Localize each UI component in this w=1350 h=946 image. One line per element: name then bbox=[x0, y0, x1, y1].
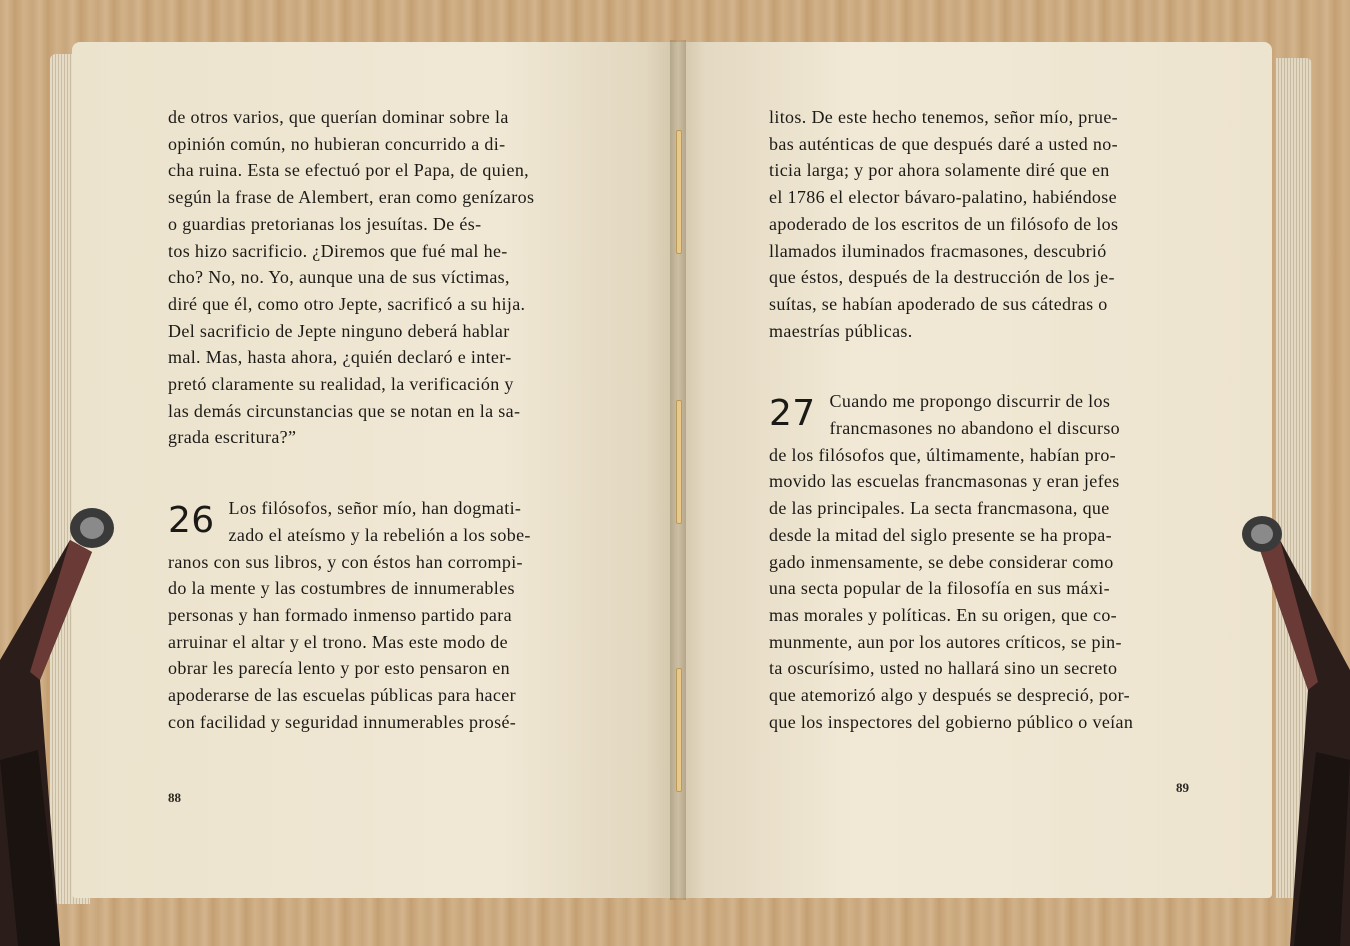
binding-stitch bbox=[676, 400, 682, 524]
text-line: personas y han formado inmenso partido para bbox=[168, 604, 512, 625]
text-line: movido las escuelas francmasonas y eran jefes bbox=[769, 471, 1120, 492]
text-line: do la mente y las costumbres de innumerables bbox=[168, 578, 515, 599]
text-line: francmasones no abandono el discurso bbox=[829, 418, 1121, 439]
text-line: de otros varios, que querían dominar sobre la bbox=[168, 107, 509, 127]
text-line: que atemorizó algo y después se despreció, por- bbox=[769, 685, 1130, 706]
text-line: de las principales. La secta francmasona, que bbox=[769, 498, 1110, 519]
text-line: apoderarse de las escuelas públicas para hacer bbox=[168, 685, 516, 706]
text-line: litos. De este hecho tenemos, señor mío, prue- bbox=[769, 107, 1119, 127]
open-book bbox=[50, 32, 1312, 912]
text-line: zado el ateísmo y la rebelión a los sobe- bbox=[228, 524, 531, 545]
text-line: opinión común, no hubieran concurrido a di- bbox=[168, 133, 506, 154]
text-line: con facilidad y seguridad innumerables prosé- bbox=[168, 711, 517, 732]
page-number-left: 88 bbox=[168, 790, 181, 805]
text-line: diré que él, como otro Jepte, sacrificó a su hija. bbox=[168, 293, 526, 314]
text-line: que éstos, después de la destrucción de los je- bbox=[769, 267, 1115, 288]
section-27-indented-lines bbox=[830, 388, 1121, 441]
text-line: Los filósofos, señor mío, han dogmati- bbox=[228, 498, 522, 519]
right-page-text bbox=[769, 104, 1199, 735]
text-line: obrar les parecía lento y por esto pensaron en bbox=[168, 658, 510, 679]
text-line: Del sacrificio de Jepte ninguno deberá hablar bbox=[168, 320, 510, 341]
text-line: ticia larga; y por ahora solamente diré que en bbox=[769, 160, 1110, 181]
text-line: maestrías públicas. bbox=[769, 320, 913, 341]
left-top-paragraph bbox=[168, 104, 598, 451]
left-page-clip bbox=[0, 500, 130, 946]
section-27-body bbox=[769, 442, 1199, 736]
text-line: mal. Mas, hasta ahora, ¿quién declaró e inter- bbox=[168, 347, 512, 368]
text-line: bas auténticas de que después daré a usted no- bbox=[769, 133, 1118, 154]
text-line: suítas, se habían apoderado de sus cátedras o bbox=[769, 293, 1108, 314]
text-line: ta oscurísimo, usted no hallará sino un secreto bbox=[769, 658, 1118, 679]
text-line: cho? No, no. Yo, aunque una de sus víctimas, bbox=[168, 267, 510, 288]
section-number-26: 26 bbox=[168, 500, 215, 542]
text-line: según la frase de Alembert, eran como genízaros bbox=[168, 187, 535, 208]
binding-stitch bbox=[676, 130, 682, 254]
section-27 bbox=[769, 388, 1199, 735]
text-line: que los inspectores del gobierno público o veían bbox=[769, 711, 1134, 732]
text-line: cha ruina. Esta se efectuó por el Papa, de quien, bbox=[168, 160, 530, 181]
text-line: el 1786 el elector bávaro-palatino, habiéndose bbox=[769, 187, 1117, 208]
page-number-right: 89 bbox=[1176, 780, 1189, 795]
text-line: una secta popular de la filosofía en sus máxi- bbox=[769, 578, 1110, 599]
text-line: tos hizo sacrificio. ¿Diremos que fué mal he- bbox=[168, 240, 508, 261]
section-26 bbox=[168, 495, 598, 735]
text-line: desde la mitad del siglo presente se ha propa- bbox=[769, 524, 1112, 545]
text-line: Cuando me propongo discurrir de los bbox=[829, 391, 1111, 412]
text-line: ranos con sus libros, y con éstos han corrompi- bbox=[168, 551, 523, 572]
section-26-body bbox=[168, 549, 598, 736]
text-line: pretó claramente su realidad, la verificación y bbox=[168, 374, 514, 395]
text-line: arruinar el altar y el trono. Mas este modo de bbox=[168, 631, 508, 652]
right-top-paragraph bbox=[769, 104, 1199, 344]
text-line: apoderado de los escritos de un filósofo de los bbox=[769, 213, 1119, 234]
text-line: o guardias pretorianas los jesuítas. De és- bbox=[168, 213, 482, 234]
right-page-clip bbox=[1220, 500, 1350, 946]
binding-stitch bbox=[676, 668, 682, 792]
section-number-27: 27 bbox=[769, 393, 816, 435]
section-26-indented-lines bbox=[229, 495, 531, 548]
text-line: munmente, aun por los autores críticos, se pin- bbox=[769, 631, 1122, 652]
text-line: gado inmensamente, se debe considerar como bbox=[769, 551, 1114, 572]
text-line: grada escritura?” bbox=[168, 427, 297, 448]
text-line: las demás circunstancias que se notan en la sa- bbox=[168, 400, 521, 421]
text-line: mas morales y políticas. En su origen, que co- bbox=[769, 604, 1118, 625]
text-line: de los filósofos que, últimamente, habían pro- bbox=[769, 444, 1117, 465]
text-line: llamados iluminados fracmasones, descubrió bbox=[769, 240, 1107, 261]
left-page-text bbox=[168, 104, 598, 735]
